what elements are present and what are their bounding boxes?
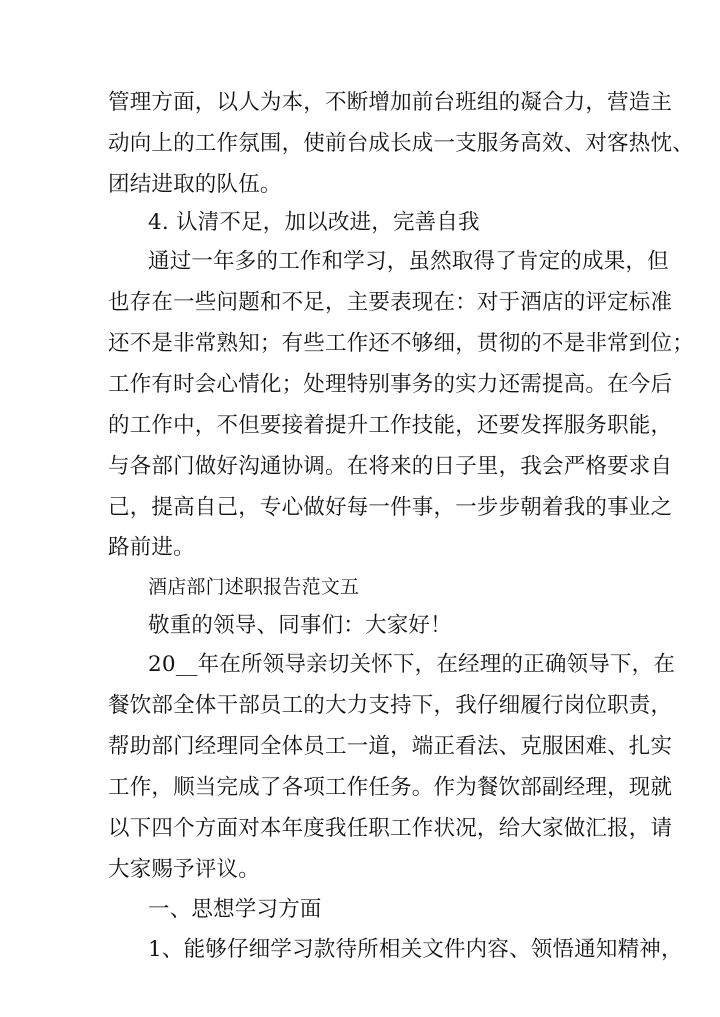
greeting: 敬重的领导、同事们：大家好！ (148, 613, 452, 638)
paragraph-line: 己，提高自己，专心做好每一件事，一步步朝着我的事业之 (108, 495, 673, 520)
paragraph-line: 帮助部门经理同全体员工一道，端正看法、克服困难、扎实 (108, 734, 673, 759)
paragraph-line: 与各部门做好沟通协调。在将来的日子里，我会严格要求自 (108, 454, 673, 479)
paragraph-line: 动向上的工作氛围，使前台成长成一支服务高效、对客热忱、 (108, 131, 694, 156)
paragraph-line: 也存在一些问题和不足，主要表现在：对于酒店的评定标准 (108, 290, 673, 315)
section-heading: 4. 认清不足，加以改进，完善自我 (148, 210, 480, 235)
paragraph-line: 1、能够仔细学习款待所相关文件内容、领悟通知精神， (148, 937, 683, 962)
section-title: 酒店部门述职报告范文五 (148, 576, 360, 598)
paragraph-line: 20__年在所领导亲切关怀下，在经理的正确领导下，在 (148, 652, 676, 677)
paragraph-line: 以下四个方面对本年度我任职工作状况，给大家做汇报，请 (108, 816, 673, 841)
paragraph-line: 还不是非常熟知；有些工作还不够细，贯彻的不是非常到位； (108, 331, 694, 356)
paragraph-line: 工作，顺当完成了各项工作任务。作为餐饮部副经理，现就 (108, 775, 673, 800)
paragraph-line: 管理方面，以人为本，不断增加前台班组的凝合力，营造主 (108, 90, 673, 115)
paragraph-line: 通过一年多的工作和学习，虽然取得了肯定的成果，但 (148, 249, 669, 274)
paragraph-line: 路前进。 (108, 535, 195, 560)
paragraph-line: 团结进取的队伍。 (108, 172, 282, 197)
paragraph-line: 的工作中，不但要接着提升工作技能，还要发挥服务职能， (108, 413, 673, 438)
paragraph-line: 大家赐予评议。 (108, 857, 260, 882)
paragraph-line: 餐饮部全体干部员工的大力支持下，我仔细履行岗位职责， (108, 693, 673, 718)
paragraph-line: 工作有时会心情化；处理特别事务的实力还需提高。在今后 (108, 372, 673, 397)
section-heading: 一、思想学习方面 (148, 897, 322, 922)
